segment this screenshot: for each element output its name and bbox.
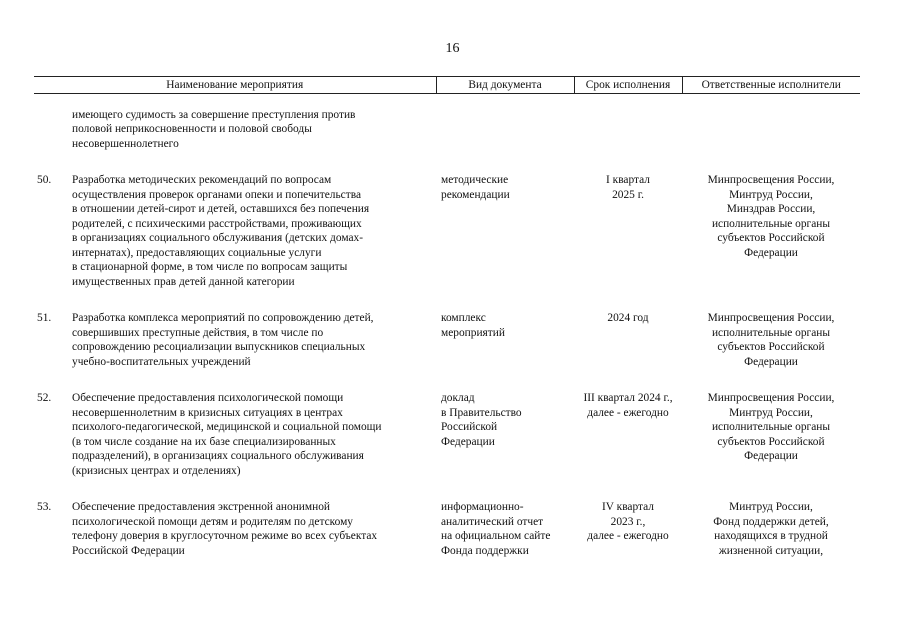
responsible-line: Федерации [744,355,798,368]
responsible-line: исполнительные органы [711,421,831,433]
event-name-line: Российской Федерации [72,544,185,557]
empty-cell [436,108,574,152]
cell-responsible [682,391,860,478]
responsible-line: Минздрав России, [726,203,816,215]
event-name-line: в организациях социального обслуживания (детских домах- [72,232,364,244]
header-responsible: Ответственные исполнители [682,77,860,94]
event-name-text [72,173,436,289]
event-name-text [72,108,436,152]
responsible-line: Федерации [744,450,798,462]
cell-deadline [574,500,682,558]
responsible-line: Минтруд России, [729,406,813,419]
row-number: 53. [37,501,52,513]
deadline-line: 2025 г. [612,188,644,201]
spacer-cell [34,369,860,391]
deadline-line: далее - ежегодно [587,406,669,419]
row-number: 50. [37,174,52,186]
event-name-line: учебно-воспитательных учреждений [72,355,251,368]
responsible-line: Минпросвещения России, [707,312,835,324]
document-type-line: мероприятий [441,326,505,339]
responsible-line: Минтруд России, [729,501,813,513]
row-spacer [34,478,860,500]
cell-deadline [574,311,682,369]
event-name-line: родителей, с психическими расстройствами, проживающих [72,217,362,230]
deadline-line: III квартал 2024 г., [583,392,673,404]
action-plan-table [34,76,860,558]
event-name-line: интернатах), предоставляющих социальные услуги [72,246,322,259]
event-name-line: имеющего судимость за совершение преступления против [72,108,356,121]
event-name-line: имущественных прав детей данной категории [72,275,295,288]
event-name-line: Обеспечение предоставления психологической помощи [72,392,344,404]
event-name-text [72,311,436,369]
document-type-line: информационно- [441,501,524,513]
event-name-wrapper [34,500,436,558]
empty-cell [574,108,682,152]
event-name-line: несовершеннолетним в кризисных ситуациях в центрах [72,406,343,419]
event-name-wrapper [34,391,436,478]
deadline-line: I квартал [606,174,650,186]
event-name-wrapper [34,108,436,152]
document-type-line: доклад [441,392,475,404]
table-header-row [34,77,860,94]
document-type-line: комплекс [441,312,486,324]
spacer-cell [34,93,860,108]
event-name-line: половой неприкосновенности и половой свободы [72,123,312,135]
document-type-line: Федерации [441,435,495,448]
table-row [34,500,860,558]
document-type-line: на официальном сайте [441,530,551,542]
spacer-cell [34,151,860,173]
event-name-text [72,500,436,558]
row-spacer [34,369,860,391]
cell-responsible [682,500,860,558]
deadline-line: далее - ежегодно [587,530,669,542]
cell-event-name [34,500,436,558]
cell-document-type [436,173,574,289]
cell-event-name [34,391,436,478]
cell-document-type [436,311,574,369]
cell-event-name [34,173,436,289]
document-type-line: в Правительство [441,406,522,419]
row-spacer [34,151,860,173]
responsible-line: субъектов Российской [717,435,825,448]
row-number [34,108,72,152]
document-type-line: рекомендации [441,188,510,201]
table-row [34,173,860,289]
event-name-text [72,391,436,478]
responsible-line: Минпросвещения России, [707,174,835,186]
header-deadline: Срок исполнения [574,77,682,94]
document-type-line: методические [441,174,509,186]
cell-event-name [34,108,436,152]
document-type-line: аналитический отчет [441,515,544,528]
cell-deadline [574,173,682,289]
event-name-wrapper [34,173,436,289]
event-name-line: психологической помощи детям и родителям по детскому [72,515,353,528]
table-row-continuation [34,108,860,152]
event-name-line: телефону доверия в круглосуточном режиме во всех субъектах [72,530,378,542]
responsible-line: Минтруд России, [729,188,813,201]
responsible-line: находящихся в трудной [714,530,828,542]
event-name-line: Разработка комплекса мероприятий по сопровождению детей, [72,312,374,324]
deadline-line: IV квартал [602,501,654,513]
spacer-cell [34,289,860,311]
spacer-cell [34,478,860,500]
table-row [34,311,860,369]
cell-document-type [436,500,574,558]
event-name-line: в отношении детей-сирот и детей, оставшихся без попечения [72,203,370,215]
responsible-line: Фонд поддержки детей, [713,515,829,528]
event-name-line: (в том числе создание на их базе специализированных [72,435,336,448]
page-number: 16 [445,41,460,56]
row-spacer [34,289,860,311]
cell-event-name [34,311,436,369]
row-number: 51. [37,312,52,324]
deadline-line: 2023 г., [610,515,646,528]
event-name-line: в стационарной форме, в том числе по вопросам защиты [72,261,348,273]
table-body [34,93,860,558]
header-document-type: Вид документа [436,77,574,94]
responsible-line: Минпросвещения России, [707,392,835,404]
header-event-name: Наименование мероприятия [34,77,436,94]
document-type-line: Фонда поддержки [441,544,529,557]
row-number: 52. [37,392,52,404]
empty-cell [682,108,860,152]
table-row [34,391,860,478]
cell-responsible [682,173,860,289]
responsible-line: исполнительные органы [711,326,831,339]
responsible-line: субъектов Российской [717,341,825,353]
cell-responsible [682,311,860,369]
event-name-wrapper [34,311,436,369]
responsible-line: исполнительные органы [711,217,831,230]
event-name-line: несовершеннолетнего [72,137,179,150]
event-name-line: Обеспечение предоставления экстренной анонимной [72,501,330,513]
responsible-line: субъектов Российской [717,232,825,244]
responsible-line: жизненной ситуации, [718,544,824,557]
cell-deadline [574,391,682,478]
event-name-line: психолого-педагогической, медицинской и социальной помощи [72,421,382,433]
event-name-line: Разработка методических рекомендаций по вопросам [72,174,332,186]
event-name-line: (кризисных центрах и отделениях) [72,464,241,477]
document-type-line: Российской [441,421,498,433]
event-name-line: подразделений), в организациях социального обслуживания [72,450,364,462]
row-spacer [34,93,860,108]
responsible-line: Федерации [744,246,798,259]
event-name-line: совершивших преступные действия, в том числе по [72,326,324,339]
event-name-line: осуществления проверок органами опеки и попечительства [72,188,361,201]
event-name-line: сопровождению ресоциализации выпускников специальных [72,341,366,353]
deadline-line: 2024 год [607,312,649,324]
cell-document-type [436,391,574,478]
